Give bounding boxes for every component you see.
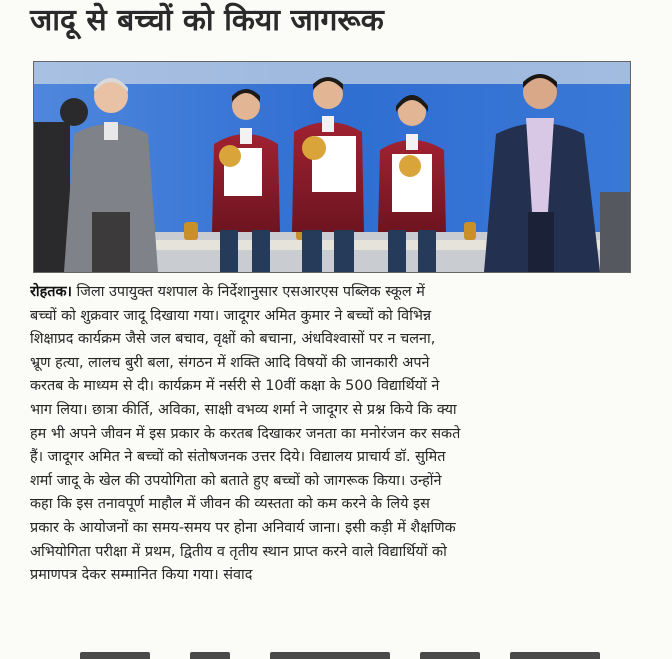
article-line: भाग लिया। छात्रा कीर्ति, अविका, साक्षी वभव्य शर्मा ने जादूगर से प्रश्न किये कि क्या (30, 401, 457, 418)
article-line: शर्मा जादू के खेल की उपयोगिता को बताते हुए बच्चों को जागरूक किया। उन्होंने (30, 472, 442, 489)
article-line: भ्रूण हत्या, लालच बुरी बला, संगठन में शक्ति आदि विषयों की जानकारी अपने (30, 354, 430, 371)
article-line: प्रकार के आयोजनों का समय-समय पर होना अनिवार्य जाना। इसी कड़ी में शैक्षणिक (30, 519, 456, 536)
article-line: हम भी अपने जीवन में इस प्रकार के करतब दिखाकर जनता का मनोरंजन कर सकते (30, 425, 461, 442)
article-line-1-text: जिला उपायुक्त यशपाल के निर्देशानुसार एसआरएस पब्लिक स्कूल में (76, 284, 425, 300)
article-line: कहा कि इस तनावपूर्ण माहौल में जीवन की व्यस्तता को कम करने के लिये इस (30, 496, 430, 513)
news-photo (33, 61, 631, 273)
article-body (30, 281, 662, 588)
next-headline-cutoff (40, 645, 640, 659)
photo-illustration (34, 62, 630, 272)
dateline: रोहतक। (30, 284, 72, 300)
article-line: करतब के माध्यम से दी। कार्यक्रम में नर्सरी से 10वीं कक्षा के 500 विद्यार्थियों ने (30, 378, 440, 395)
article-line: बच्चों को शुक्रवार जादू दिखाया गया। जादूगर अमित कुमार ने बच्चों को विभिन्न (30, 307, 432, 324)
article-line: अभियोगिता परीक्षा में प्रथम, द्वितीय व तृतीय स्थान प्राप्त करने वाले विद्यार्थियों को (30, 543, 447, 560)
article-line: शिक्षाप्रद कार्यक्रम जैसे जल बचाव, वृक्षों को बचाना, अंधविश्वासों पर न चलना, (30, 331, 436, 348)
article-line-1 (30, 281, 662, 305)
headline: जादू से बच्चों को किया जागरूक (30, 3, 384, 38)
article-line: हैं। जादूगर अमित ने बच्चों को संतोषजनक उत्तर दिये। विद्यालय प्राचार्य डॉ. सुमित (30, 449, 446, 466)
article-line: प्रमाणपत्र देकर सम्मानित किया गया। संवाद (30, 567, 253, 584)
